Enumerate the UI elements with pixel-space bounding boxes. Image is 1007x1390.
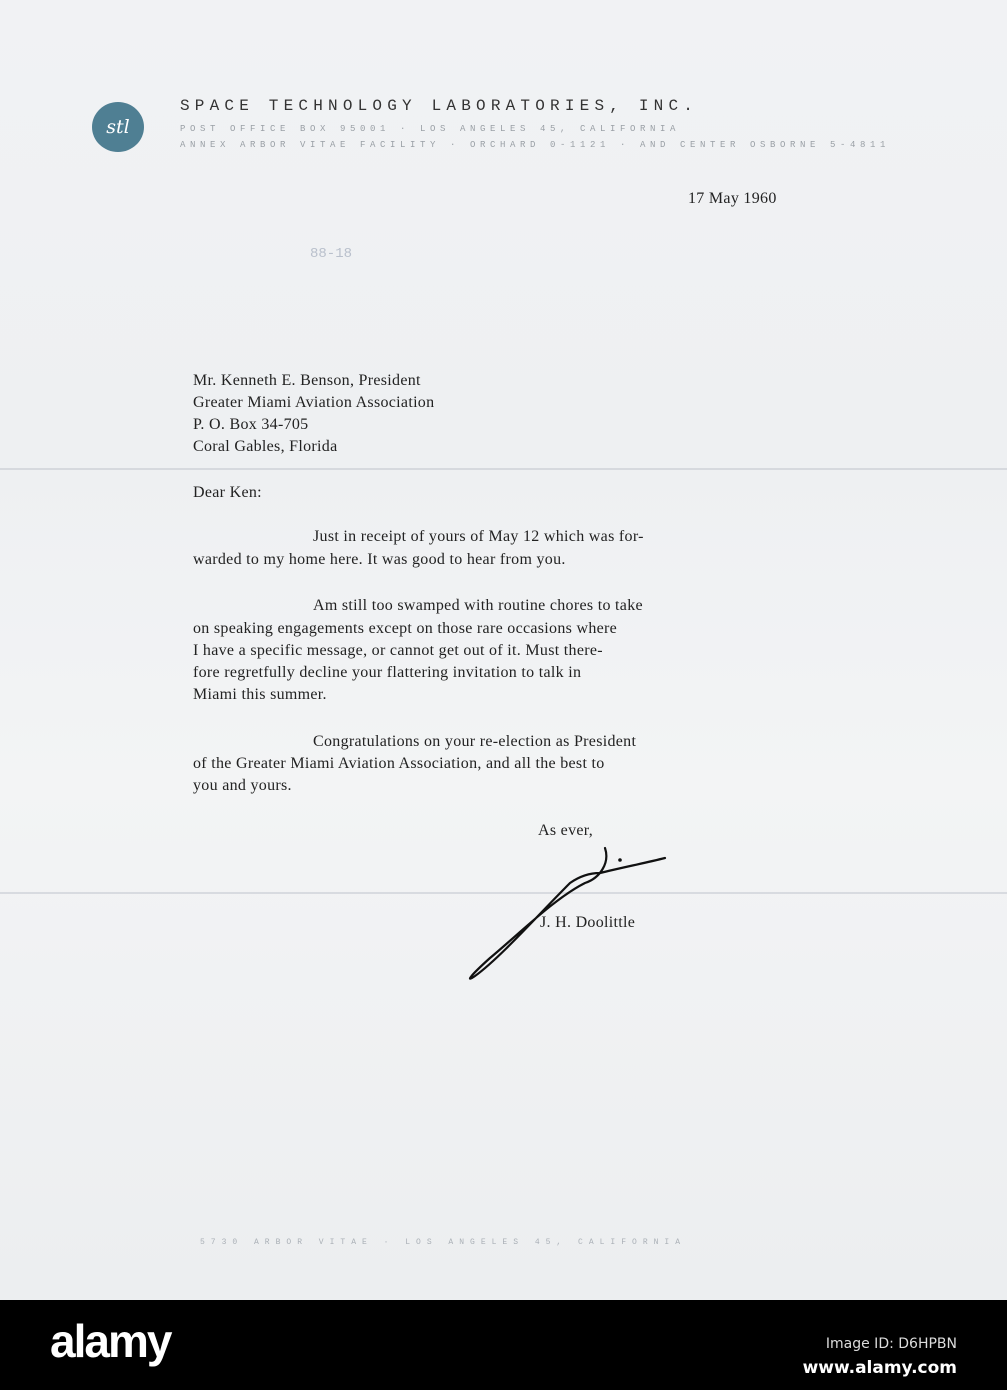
recipient-line: Mr. Kenneth E. Benson, President (193, 372, 421, 389)
watermark-site: www.alamy.com (802, 1358, 957, 1378)
signer-name: J. H. Doolittle (540, 914, 636, 931)
recipient-line: P. O. Box 34-705 (193, 416, 309, 433)
alamy-logo: alamy (50, 1315, 171, 1367)
fold-line (0, 468, 1007, 470)
company-name: SPACE TECHNOLOGY LABORATORIES, INC. (180, 97, 699, 115)
letterhead-address-2: ANNEX ARBOR VITAE FACILITY · ORCHARD 0-1121 · AND CENTER OSBORNE 5-4811 (180, 140, 891, 150)
letterhead-address-1: POST OFFICE BOX 95001 · LOS ANGELES 45, CALIFORNIA (180, 124, 681, 134)
body-line: on speaking engagements except on those rare occasions where (193, 620, 618, 637)
body-line: you and yours. (193, 777, 292, 794)
body-line: Just in receipt of yours of May 12 which was for- (313, 528, 644, 545)
body-line: warded to my home here. It was good to hear from you. (193, 551, 566, 568)
recipient-line: Coral Gables, Florida (193, 438, 338, 455)
closing: As ever, (538, 822, 594, 839)
footer-address: 5730 ARBOR VITAE · LOS ANGELES 45, CALIFORNIA (200, 1238, 687, 1247)
body-line: Am still too swamped with routine chores to take (313, 597, 643, 614)
image-id: Image ID: D6HPBN (825, 1336, 957, 1352)
body-line: I have a specific message, or cannot get out of it. Must there- (193, 642, 603, 659)
body-line: of the Greater Miami Aviation Association, and all the best to (193, 755, 605, 772)
handwritten-signature (460, 838, 680, 988)
company-logo (92, 102, 144, 152)
logo-text: stl (106, 116, 130, 138)
body-line: Congratulations on your re-election as President (313, 733, 637, 750)
body-line: fore regretfully decline your flattering invitation to talk in (193, 664, 582, 681)
salutation: Dear Ken: (193, 484, 262, 501)
recipient-line: Greater Miami Aviation Association (193, 394, 435, 411)
body-line: Miami this summer. (193, 686, 327, 703)
filing-stamp: 88-18 (310, 246, 353, 262)
letter-date: 17 May 1960 (688, 190, 777, 207)
